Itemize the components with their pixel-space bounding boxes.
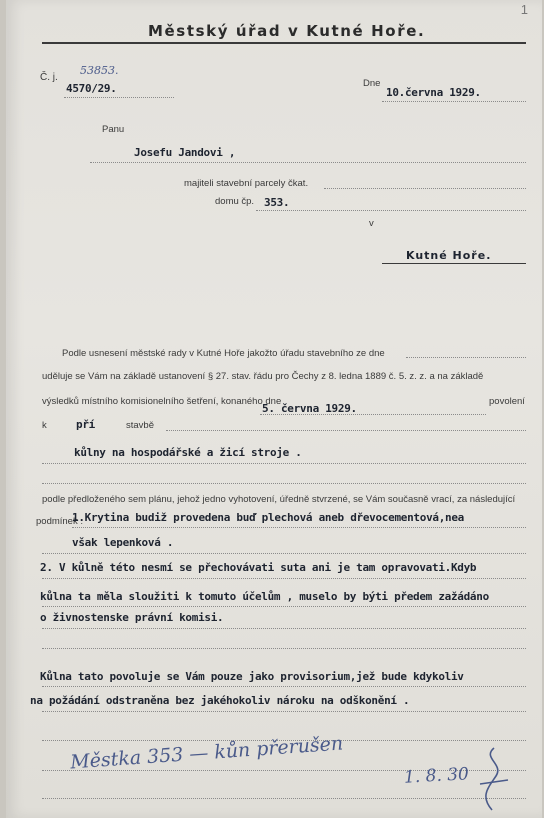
page-number: 1 bbox=[520, 2, 528, 17]
cond-line-3 bbox=[42, 578, 526, 579]
date-line bbox=[382, 101, 526, 102]
owner-label: majiteli stavební parcely čkat. bbox=[184, 178, 309, 189]
ref-label: Č. j. bbox=[40, 72, 58, 83]
owner-line bbox=[324, 188, 526, 189]
note-b: na požádání odstraněna bez jakéhokoliv nároku na odškonění . bbox=[30, 694, 410, 707]
cond-line-4 bbox=[42, 606, 526, 607]
handwritten-date: 1. 8. 30 bbox=[403, 764, 470, 788]
purpose-line bbox=[42, 463, 526, 464]
blank-line-2 bbox=[42, 648, 526, 649]
cond-line-5 bbox=[42, 628, 526, 629]
note-line-2 bbox=[42, 711, 526, 712]
note-a: Kůlna tato povoluje se Vám pouze jako provisorium,jež bude kdykoliv bbox=[40, 670, 464, 683]
city-rule bbox=[382, 263, 526, 264]
cond-line-2 bbox=[42, 553, 526, 554]
body-line-2: uděluje se Vám na základě ustanovení § 27. stav. řádu pro Čechy z 8. ledna 1889 č. 5. z. z. a na základě bbox=[42, 371, 484, 382]
body-line-1: Podle usnesení městské rady v Kutné Hoře jakožto úřadu stavebního ze dne bbox=[62, 348, 385, 359]
document-page bbox=[6, 0, 542, 818]
body-k: k bbox=[42, 420, 47, 431]
handwritten-note: Městka 353 — kůn přerušen bbox=[69, 732, 344, 774]
house-number: 353. bbox=[264, 196, 290, 209]
conditions-label: podmínek : bbox=[36, 516, 83, 527]
building-purpose: kůlny na hospodářské a žicí stroje . bbox=[74, 446, 302, 459]
mark-v: v bbox=[369, 218, 374, 229]
ref-number: 4570/29. bbox=[66, 82, 117, 95]
condition-2b: kůlna ta měla sloužiti k tomuto účelům , muselo by býti předem zažádáno bbox=[40, 590, 489, 603]
house-line bbox=[256, 210, 526, 211]
body-stavbe-line bbox=[166, 430, 526, 431]
body-pri: pří bbox=[76, 418, 95, 431]
condition-2a: 2. V kůlně této nesmí se přechovávati suta ani je tam opravovati.Kdyb bbox=[40, 561, 477, 574]
salutation: Panu bbox=[102, 124, 125, 135]
signature-flourish bbox=[474, 744, 514, 814]
city-name: Kutné Hoře. bbox=[406, 249, 492, 262]
condition-2c: o živnostenske právní komisi. bbox=[40, 611, 224, 624]
house-label: domu čp. bbox=[215, 196, 255, 207]
body-line-1-blank bbox=[406, 357, 526, 358]
commission-date-line bbox=[260, 414, 486, 415]
date-value: 10.června 1929. bbox=[386, 86, 481, 99]
body-line-6: podle předloženého sem plánu, jehož jedno vyhotovení, úředně stvrzené, se Vám současně vrací, za následující bbox=[42, 494, 516, 505]
body-line-3b: povolení bbox=[489, 396, 525, 407]
name-line bbox=[90, 162, 526, 163]
blank-line-5 bbox=[42, 798, 526, 799]
condition-1b: však lepenková . bbox=[72, 536, 174, 549]
body-stavbe: stavbě bbox=[126, 420, 154, 431]
ref-handwritten: 53853. bbox=[80, 64, 119, 77]
document-title: Městský úřad v Kutné Hoře. bbox=[148, 22, 426, 40]
blank-line-1 bbox=[42, 483, 526, 484]
date-label: Dne bbox=[363, 78, 381, 89]
title-rule bbox=[42, 42, 526, 44]
condition-1a: 1.Krytina budiž provedena buď plechová aneb dřevocementová,nea bbox=[72, 511, 464, 524]
commission-date: 5. června 1929. bbox=[262, 402, 357, 415]
cond-line-1 bbox=[72, 527, 526, 528]
body-line-3a: výsledků místního komisionelního šetření, konaného dne bbox=[42, 396, 282, 407]
note-line-1 bbox=[42, 686, 526, 687]
ref-line bbox=[64, 97, 174, 98]
addressee-name: Josefu Jandovi , bbox=[134, 146, 236, 159]
